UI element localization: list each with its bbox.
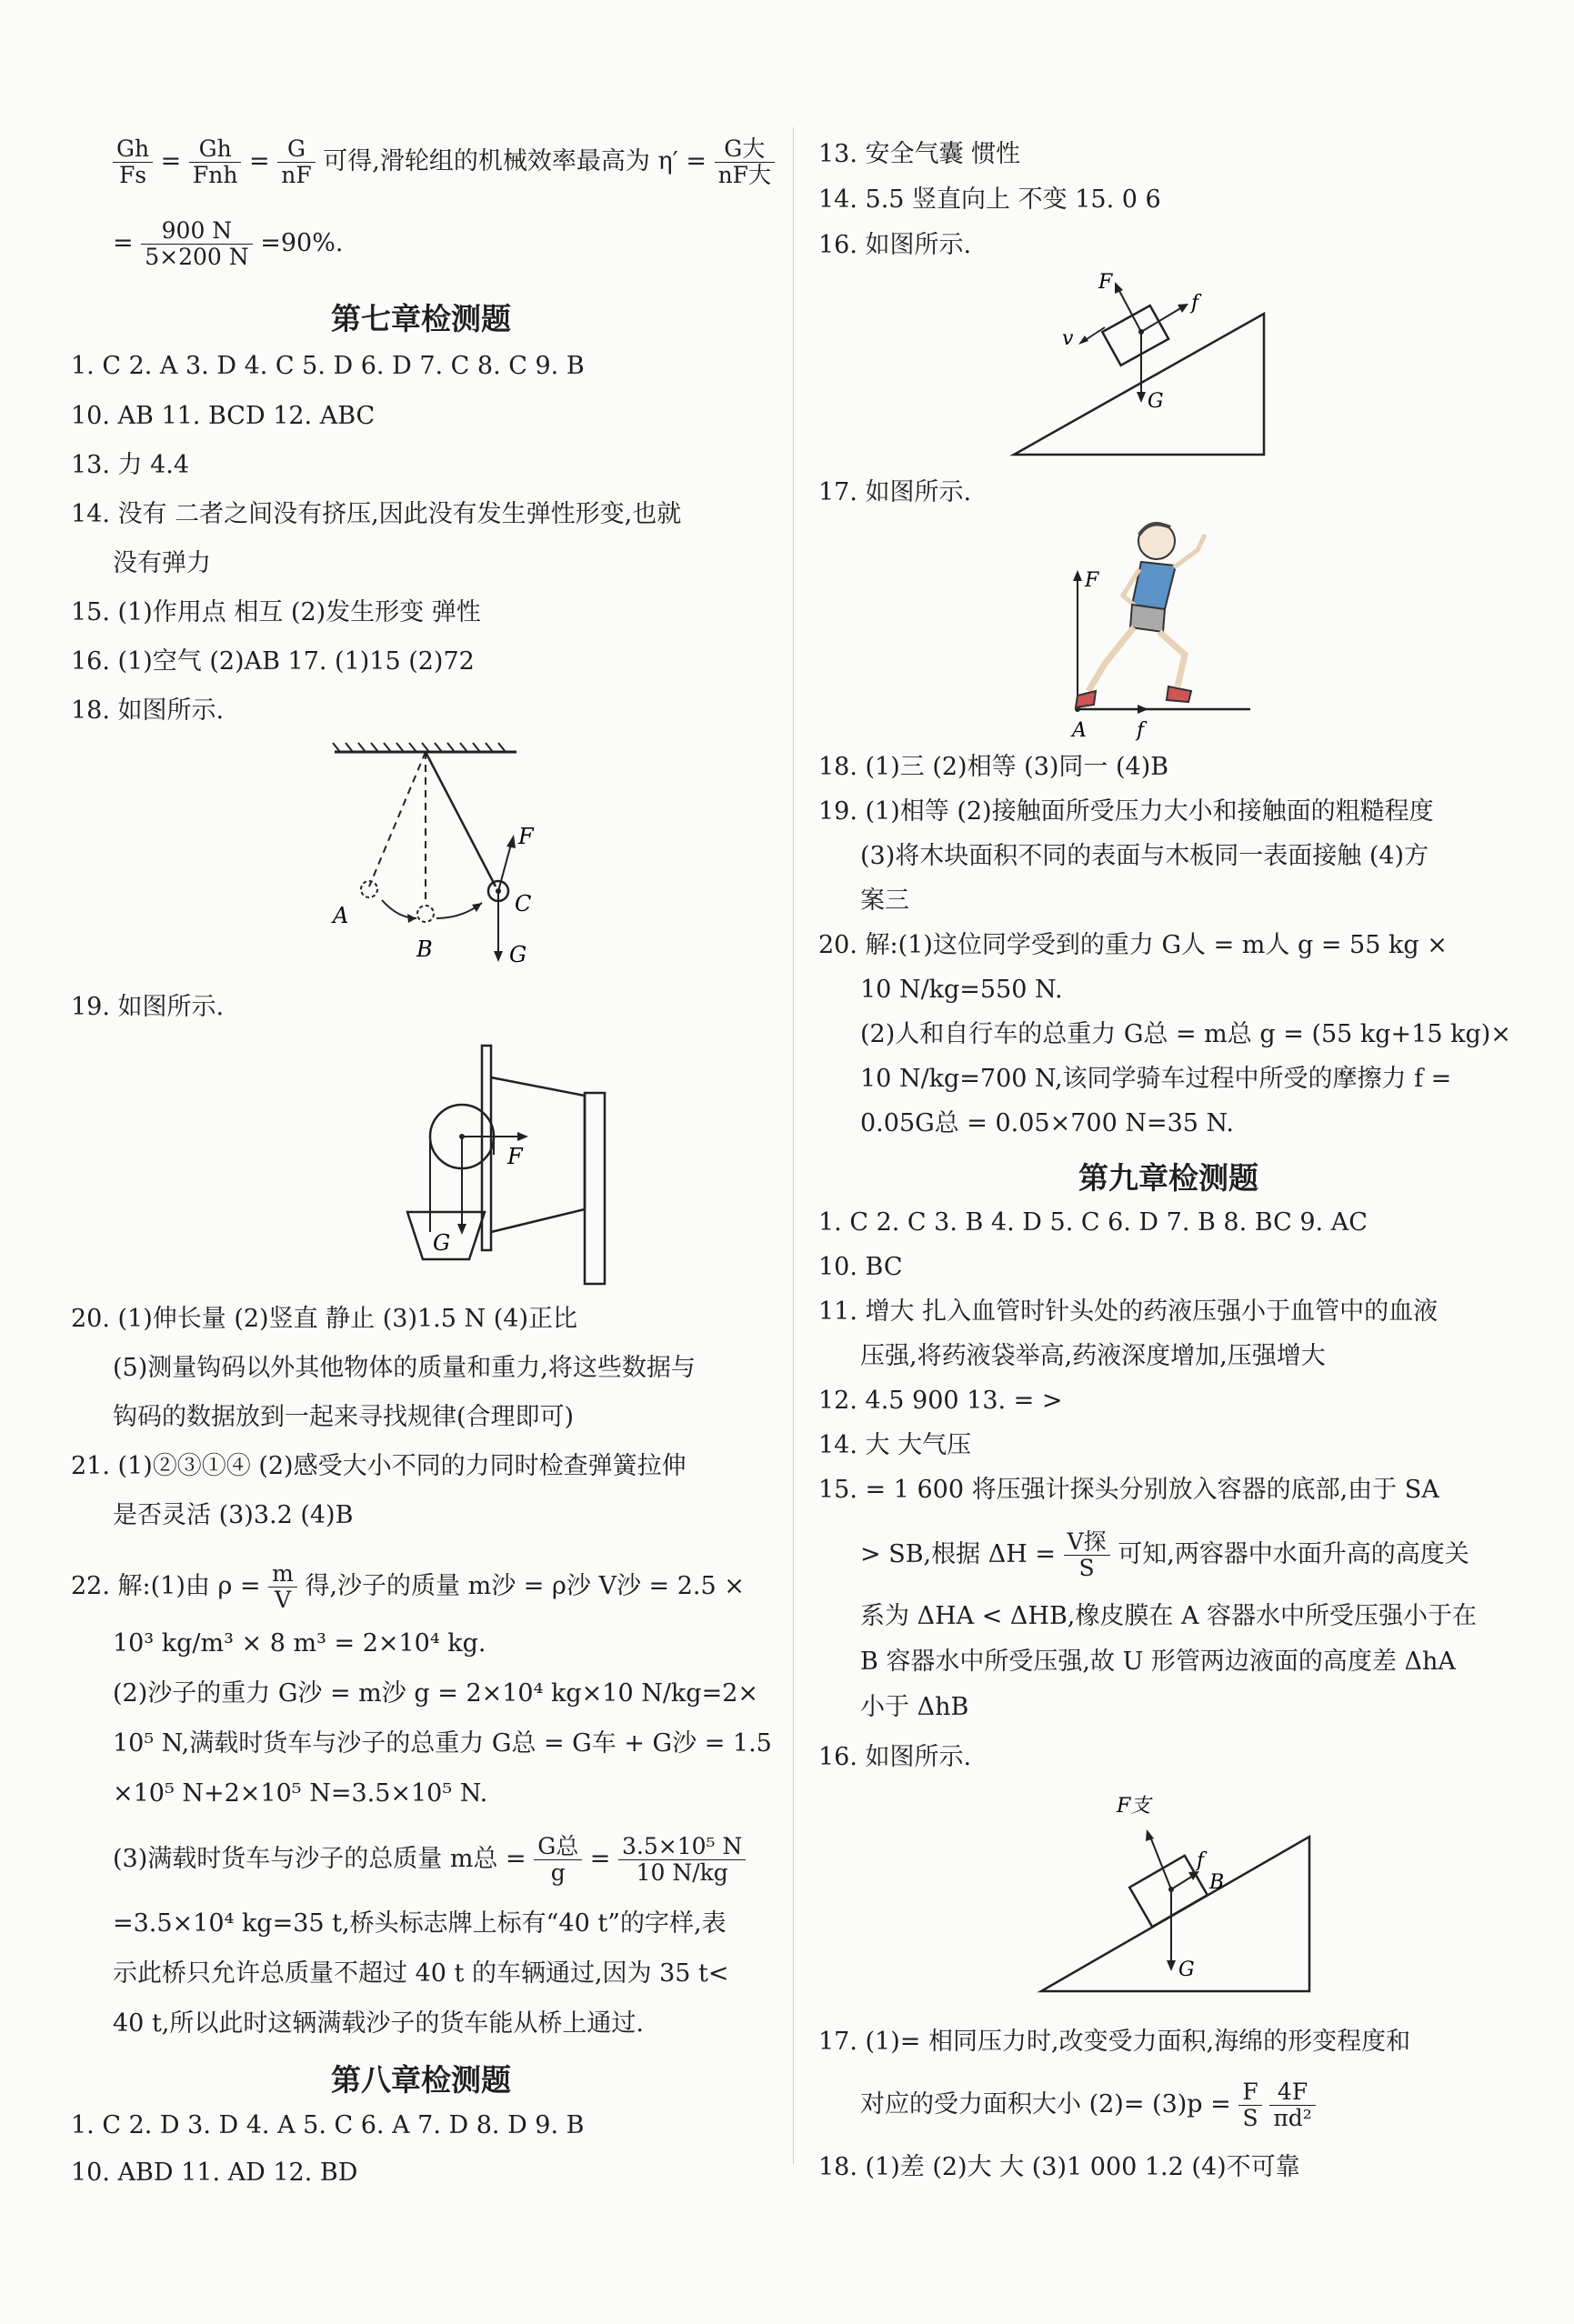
chapter-8-title: 第八章检测题 bbox=[331, 2062, 511, 2098]
answer-line: 0.05G总 = 0.05×700 N=35 N. bbox=[860, 1109, 1234, 1137]
answer-line: (5)测量钩码以外其他物体的质量和重力,将这些数据与 bbox=[113, 1354, 696, 1382]
label-a: A bbox=[333, 903, 349, 928]
answer-line: 小于 ΔhB bbox=[860, 1693, 969, 1721]
answer-line: (3)满载时货车与沙子的总质量 m总 = $\frac{\text{G总}}{g}$ = $\frac{\text{3.5×10⁵ N}}{10 N/kg}$ bbox=[113, 1832, 746, 1887]
label-f-support: F支 bbox=[1117, 1795, 1151, 1818]
fraction: $\frac{\text{V探}}{S}$ bbox=[1064, 1529, 1110, 1581]
answer-line: 1. C 2. D 3. D 4. A 5. C 6. A 7. D 8. D 9. B bbox=[71, 2111, 585, 2139]
answer-line: B 容器水中所受压强,故 U 形管两边液面的高度差 ΔhA bbox=[860, 1648, 1456, 1676]
answer-line: (3)将木块面积不同的表面与木板同一表面接触 (4)方 bbox=[860, 842, 1429, 870]
answer-line: 系为 ΔHA < ΔHB,橡皮膜在 A 容器水中所受压强小于在 bbox=[860, 1602, 1478, 1630]
answer-line: 13. 安全气囊 惯性 bbox=[818, 140, 1021, 168]
efficiency-result: = $\frac{900 N}{5\times 200 N}$ =90%. bbox=[113, 217, 344, 270]
answer-line: 19. 如图所示. bbox=[71, 993, 225, 1021]
label-f-upper: F bbox=[1098, 271, 1113, 294]
answer-line: 压强,将药液袋举高,药液深度增加,压强增大 bbox=[860, 1342, 1326, 1370]
fraction: $\frac{\text{G大}}{\text{nF大}}$ bbox=[715, 136, 775, 188]
label-g: G bbox=[1148, 390, 1164, 413]
fraction: $\frac{m}{V}$ bbox=[268, 1561, 297, 1613]
label-b: B bbox=[416, 937, 433, 962]
chapter-7-title: 第七章检测题 bbox=[331, 301, 511, 336]
answer-line: 16. (1)空气 (2)AB 17. (1)15 (2)72 bbox=[71, 647, 475, 676]
answer-line: 16. 如图所示. bbox=[818, 1743, 972, 1771]
label-f-friction: f bbox=[1191, 292, 1199, 315]
label-g: G bbox=[433, 1230, 451, 1256]
label-g: G bbox=[509, 942, 527, 967]
answer-line: (2)沙子的重力 G沙 = m沙 g = 2×10⁴ kg×10 N/kg=2× bbox=[113, 1679, 759, 1708]
incline-figure-1 bbox=[1009, 264, 1273, 459]
answer-line: 17. 如图所示. bbox=[818, 478, 972, 506]
answer-line: =3.5×10⁴ kg=35 t,桥头标志牌上标有“40 t”的字样,表 bbox=[113, 1909, 727, 1938]
runner-icon bbox=[1076, 523, 1205, 707]
runner-figure bbox=[1068, 509, 1287, 746]
answer-line: 10. BC bbox=[818, 1253, 903, 1281]
fraction: $\frac{G}{nF}$ bbox=[277, 136, 315, 188]
answer-line: 示此桥只允许总质量不超过 40 t 的车辆通过,因为 35 t< bbox=[113, 1959, 729, 1988]
label-f: F bbox=[518, 824, 534, 849]
label-a: A bbox=[1072, 719, 1087, 742]
label-g: G bbox=[1178, 1958, 1195, 1981]
fraction: $\frac{\text{G总}}{g}$ bbox=[534, 1834, 582, 1886]
answer-line: 1. C 2. A 3. D 4. C 5. D 6. D 7. C 8. C 9. B bbox=[71, 352, 585, 380]
answer-line: 20. 解:(1)这位同学受到的重力 G人 = m人 g = 55 kg × bbox=[818, 931, 1448, 959]
answer-line: 22. 解:(1)由 ρ = $\frac{m}{V}$ 得,沙子的质量 m沙 = ρ沙 V沙 = 2.5 × bbox=[71, 1560, 745, 1613]
label-f: F bbox=[507, 1144, 523, 1169]
answer-line: 10⁵ N,满载时货车与沙子的总重力 G总 = G车 + G沙 = 1.5 bbox=[113, 1729, 772, 1758]
answer-line: 18. 如图所示. bbox=[71, 696, 225, 725]
fraction: $\frac{\text{3.5×10⁵ N}}{10 N/kg}$ bbox=[618, 1834, 746, 1886]
answer-line: 10 N/kg=700 N,该同学骑车过程中所受的摩擦力 f = bbox=[860, 1065, 1452, 1093]
incline-figure-2 bbox=[1037, 1787, 1318, 2005]
answer-line: 21. (1)②③①④ (2)感受大小不同的力同时检查弹簧拉伸 bbox=[71, 1452, 687, 1480]
answer-line: 12. 4.5 900 13. = > bbox=[818, 1387, 1063, 1415]
pulley-figure bbox=[344, 1037, 635, 1287]
label-c: C bbox=[515, 891, 532, 917]
answer-line: > SB,根据 ΔH = $\frac{\text{V探}}{S}$ 可知,两容器中水面升高的高度关 bbox=[860, 1528, 1469, 1581]
fraction: $\frac{Gh}{Fs}$ bbox=[113, 136, 153, 188]
answer-line: 40 t,所以此时这辆满载沙子的货车能从桥上通过. bbox=[113, 2009, 644, 2038]
fraction: $\frac{F}{S}$ bbox=[1238, 2079, 1261, 2131]
pendulum-figure bbox=[326, 741, 626, 977]
answer-line: 10. AB 11. BCD 12. ABC bbox=[71, 402, 376, 430]
answer-line: 15. (1)作用点 相互 (2)发生形变 弹性 bbox=[71, 598, 481, 626]
column-divider bbox=[793, 127, 794, 2164]
answer-line: 10. ABD 11. AD 12. BD bbox=[71, 2159, 358, 2187]
answer-line: 1. C 2. C 3. B 4. D 5. C 6. D 7. B 8. BC 9. AC bbox=[818, 1208, 1368, 1237]
answer-line: 15. = 1 600 将压强计探头分别放入容器的底部,由于 SA bbox=[818, 1476, 1439, 1504]
answer-line: ×10⁵ N+2×10⁵ N=3.5×10⁵ N. bbox=[113, 1779, 488, 1808]
answer-line: (2)人和自行车的总重力 G总 = m总 g = (55 kg+15 kg)× bbox=[860, 1020, 1511, 1048]
answer-line: 16. 如图所示. bbox=[818, 231, 972, 259]
answer-line: 18. (1)差 (2)大 大 (3)1 000 1.2 (4)不可靠 bbox=[818, 2153, 1300, 2181]
answer-line: 14. 5.5 竖直向上 不变 15. 0 6 bbox=[818, 185, 1161, 214]
answer-line: 案三 bbox=[860, 887, 909, 915]
answer-line: 10 N/kg=550 N. bbox=[860, 976, 1063, 1004]
answer-line: 14. 没有 二者之间没有挤压,因此没有发生弹性形变,也就 bbox=[71, 500, 682, 528]
fraction: $\frac{900 N}{5\times 200 N}$ bbox=[141, 218, 252, 270]
answer-line: 20. (1)伸长量 (2)竖直 静止 (3)1.5 N (4)正比 bbox=[71, 1305, 577, 1333]
answer-line: 17. (1)= 相同压力时,改变受力面积,海绵的形变程度和 bbox=[818, 2028, 1411, 2056]
answer-line: 11. 增大 扎入血管时针头处的药液压强小于血管中的血液 bbox=[818, 1297, 1439, 1326]
answer-line: 14. 大 大气压 bbox=[818, 1431, 972, 1459]
chapter-9-title: 第九章检测题 bbox=[1078, 1160, 1258, 1196]
label-f-friction: f bbox=[1137, 719, 1145, 742]
answer-line: 是否灵活 (3)3.2 (4)B bbox=[113, 1501, 354, 1529]
label-f-friction: f bbox=[1197, 1849, 1205, 1872]
answer-line: 19. (1)相等 (2)接触面所受压力大小和接触面的粗糙程度 bbox=[818, 797, 1434, 826]
answer-line: 13. 力 4.4 bbox=[71, 451, 190, 479]
fraction: $\frac{4F}{\text{πd²}}$ bbox=[1269, 2079, 1315, 2131]
efficiency-formula: $\frac{Gh}{Fs}$ = $\frac{Gh}{\text{Fnh}}$ = $\frac{G}{nF}$ 可得,滑轮组的机械效率最高为 η′ = $\frac{\text{G大}}{\text{nF大}}$ bbox=[113, 136, 775, 188]
answer-line: 没有弹力 bbox=[113, 549, 211, 577]
answer-line: 10³ kg/m³ × 8 m³ = 2×10⁴ kg. bbox=[113, 1629, 486, 1658]
label-f-upper: F bbox=[1085, 569, 1099, 592]
label-b: B bbox=[1209, 1871, 1225, 1894]
answer-line: 钩码的数据放到一起来寻找规律(合理即可) bbox=[113, 1403, 575, 1431]
fraction: $\frac{Gh}{\text{Fnh}}$ bbox=[189, 136, 242, 188]
answer-line: 对应的受力面积大小 (2)= (3)p = $\frac{F}{S}$ $\frac{4F}{\text{πd²}}$ bbox=[860, 2078, 1316, 2132]
answer-line: 18. (1)三 (2)相等 (3)同一 (4)B bbox=[818, 753, 1169, 781]
label-v: v bbox=[1062, 327, 1074, 350]
